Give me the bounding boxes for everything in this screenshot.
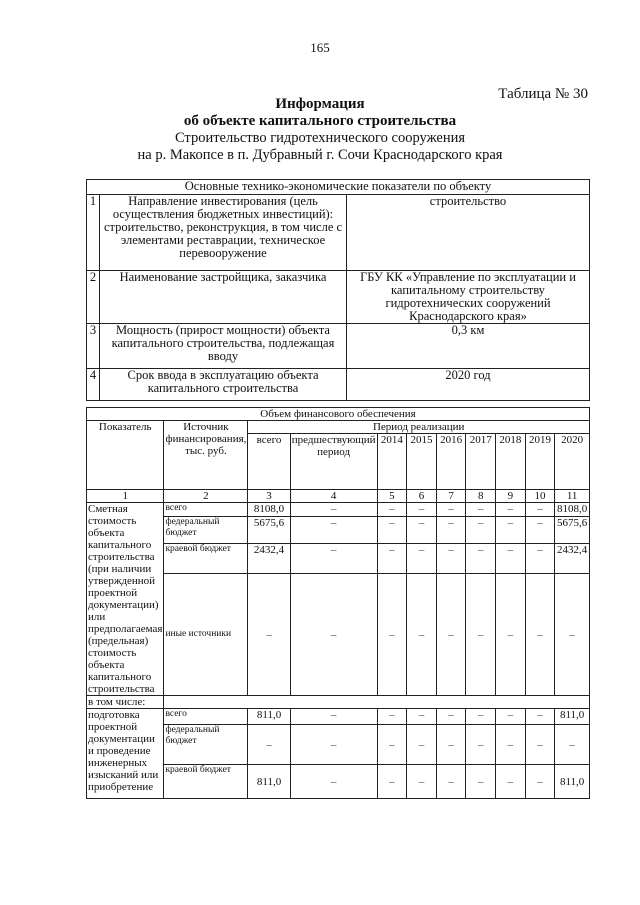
year-cell: – <box>377 543 407 573</box>
total-cell: – <box>248 725 290 765</box>
row-value: ГБУ КК «Управление по эксплуатации и капитальному строительству гидротехнических сооружений Краснодарского края» <box>347 271 590 324</box>
prev-cell: – <box>290 574 377 696</box>
col-year-header: 2014 <box>377 434 407 490</box>
table-row <box>87 369 590 401</box>
source-cell: федеральный бюджет <box>164 725 248 765</box>
year-cell: – <box>466 765 496 799</box>
year-cell: – <box>436 543 466 573</box>
row-number: 2 <box>87 271 100 324</box>
year-cell: – <box>407 543 437 573</box>
row-value: 0,3 км <box>347 324 590 369</box>
table-row <box>87 324 590 369</box>
year-cell: – <box>496 574 526 696</box>
col-year-header: 2018 <box>496 434 526 490</box>
year-cell: – <box>525 709 555 725</box>
year-cell: – <box>525 503 555 517</box>
prev-cell: – <box>290 543 377 573</box>
year-cell: – <box>436 574 466 696</box>
row-number: 3 <box>87 324 100 369</box>
in-that-label: в том числе: <box>87 696 164 709</box>
financing-table <box>86 407 590 799</box>
year-cell: – <box>436 709 466 725</box>
source-cell: всего <box>164 709 248 725</box>
row-label: Направление инвестирования (цель осуществления бюджетных инвестиций): строительство, реконструкция, в том числе с элементами реставрации, техническое перевооружение <box>100 195 347 271</box>
row-label: Наименование застройщика, заказчика <box>100 271 347 324</box>
source-cell: федеральный бюджет <box>164 517 248 543</box>
row-value: 2020 год <box>347 369 590 401</box>
page-number: 165 <box>310 40 330 55</box>
col-number: 7 <box>436 490 466 503</box>
title-block <box>0 96 640 164</box>
year-cell: – <box>466 503 496 517</box>
col-number: 5 <box>377 490 407 503</box>
prev-cell: – <box>290 503 377 517</box>
col-year-header: 2016 <box>436 434 466 490</box>
row-number: 4 <box>87 369 100 401</box>
period-header: Период реализации <box>248 421 590 434</box>
col-number: 11 <box>555 490 590 503</box>
year-cell: – <box>466 517 496 543</box>
year-cell: – <box>407 517 437 543</box>
col-indicator-header: Показатель <box>87 421 164 490</box>
year-cell: – <box>436 725 466 765</box>
year-cell: – <box>377 725 407 765</box>
table-row <box>87 696 590 709</box>
year-cell: – <box>377 503 407 517</box>
year-cell: – <box>496 517 526 543</box>
title-line-4: на р. Макопсе в п. Дубравный г. Сочи Краснодарского края <box>137 147 503 163</box>
year-cell: – <box>525 517 555 543</box>
table-row <box>87 195 590 271</box>
col-number: 8 <box>466 490 496 503</box>
col-year-header: 2020 <box>555 434 590 490</box>
year-cell: – <box>496 709 526 725</box>
title-line-1: Информация <box>275 96 365 112</box>
year-cell: – <box>407 709 437 725</box>
col-year-header: 2019 <box>525 434 555 490</box>
year-cell: – <box>496 725 526 765</box>
row-label: Срок ввода в эксплуатацию объекта капитального строительства <box>100 369 347 401</box>
table-label: Таблица № 30 <box>498 86 588 102</box>
year-cell: – <box>555 725 590 765</box>
col-number: 3 <box>248 490 290 503</box>
col-prev-header: предшествующий период <box>290 434 377 490</box>
prev-cell: – <box>290 517 377 543</box>
col-number: 2 <box>164 490 248 503</box>
section1-indicator: Сметная стоимость объекта капитального строительства (при наличии утвержденной проектной документации) или предполагаемая (предельная) стоимость объекта капитального строительства <box>88 503 163 695</box>
year-cell: – <box>407 574 437 696</box>
year-cell: – <box>377 765 407 799</box>
column-numbers-row <box>87 490 590 503</box>
year-cell: – <box>555 574 590 696</box>
tech-table-header: Основные технико-экономические показатели по объекту <box>87 180 590 195</box>
year-cell: 811,0 <box>555 765 590 799</box>
prev-cell: – <box>290 765 377 799</box>
year-cell: – <box>436 765 466 799</box>
total-cell: 5675,6 <box>248 517 290 543</box>
col-number: 4 <box>290 490 377 503</box>
year-cell: – <box>525 543 555 573</box>
col-number: 10 <box>525 490 555 503</box>
col-number: 6 <box>407 490 437 503</box>
col-source-header: Источник финансирования, тыс. руб. <box>164 421 248 490</box>
total-cell: 2432,4 <box>248 543 290 573</box>
year-cell: – <box>407 725 437 765</box>
financing-table-title: Объем финансового обеспечения <box>87 408 590 421</box>
row-value: строительство <box>347 195 590 271</box>
year-cell: – <box>436 517 466 543</box>
table-row <box>87 709 590 725</box>
year-cell: – <box>377 709 407 725</box>
source-cell: всего <box>164 503 248 517</box>
title-line-3: Строительство гидротехнического сооружения <box>174 130 466 146</box>
year-cell: – <box>525 574 555 696</box>
year-cell: – <box>436 503 466 517</box>
year-cell: – <box>496 503 526 517</box>
source-cell: краевой бюджет <box>164 765 248 799</box>
year-cell: – <box>496 765 526 799</box>
total-cell: 8108,0 <box>248 503 290 517</box>
source-cell: краевой бюджет <box>164 543 248 573</box>
year-cell: – <box>377 517 407 543</box>
table-row <box>87 503 590 517</box>
year-cell: 811,0 <box>555 709 590 725</box>
total-cell: 811,0 <box>248 765 290 799</box>
total-cell: 811,0 <box>248 709 290 725</box>
total-cell: – <box>248 574 290 696</box>
year-cell: 8108,0 <box>555 503 590 517</box>
year-cell: – <box>525 765 555 799</box>
col-number: 9 <box>496 490 526 503</box>
year-cell: – <box>377 574 407 696</box>
prev-cell: – <box>290 709 377 725</box>
tech-indicators-table <box>86 179 590 401</box>
source-cell: иные источники <box>164 574 248 696</box>
year-cell: – <box>407 503 437 517</box>
table-row <box>87 271 590 324</box>
col-year-header: 2015 <box>407 434 437 490</box>
col-total-header: всего <box>248 434 290 490</box>
row-number: 1 <box>87 195 100 271</box>
col-number: 1 <box>87 490 164 503</box>
year-cell: – <box>466 543 496 573</box>
year-cell: – <box>466 725 496 765</box>
year-cell: 2432,4 <box>555 543 590 573</box>
row-label: Мощность (прирост мощности) объекта капитального строительства, подлежащая вводу <box>100 324 347 369</box>
year-cell: – <box>407 765 437 799</box>
year-cell: – <box>496 543 526 573</box>
prev-cell: – <box>290 725 377 765</box>
year-cell: 5675,6 <box>555 517 590 543</box>
col-year-header: 2017 <box>466 434 496 490</box>
title-line-2: об объекте капитального строительства <box>183 113 457 129</box>
section2-indicator: подготовка проектной документации и проведение инженерных изысканий или приобретение <box>87 709 164 799</box>
year-cell: – <box>466 709 496 725</box>
year-cell: – <box>525 725 555 765</box>
year-cell: – <box>466 574 496 696</box>
